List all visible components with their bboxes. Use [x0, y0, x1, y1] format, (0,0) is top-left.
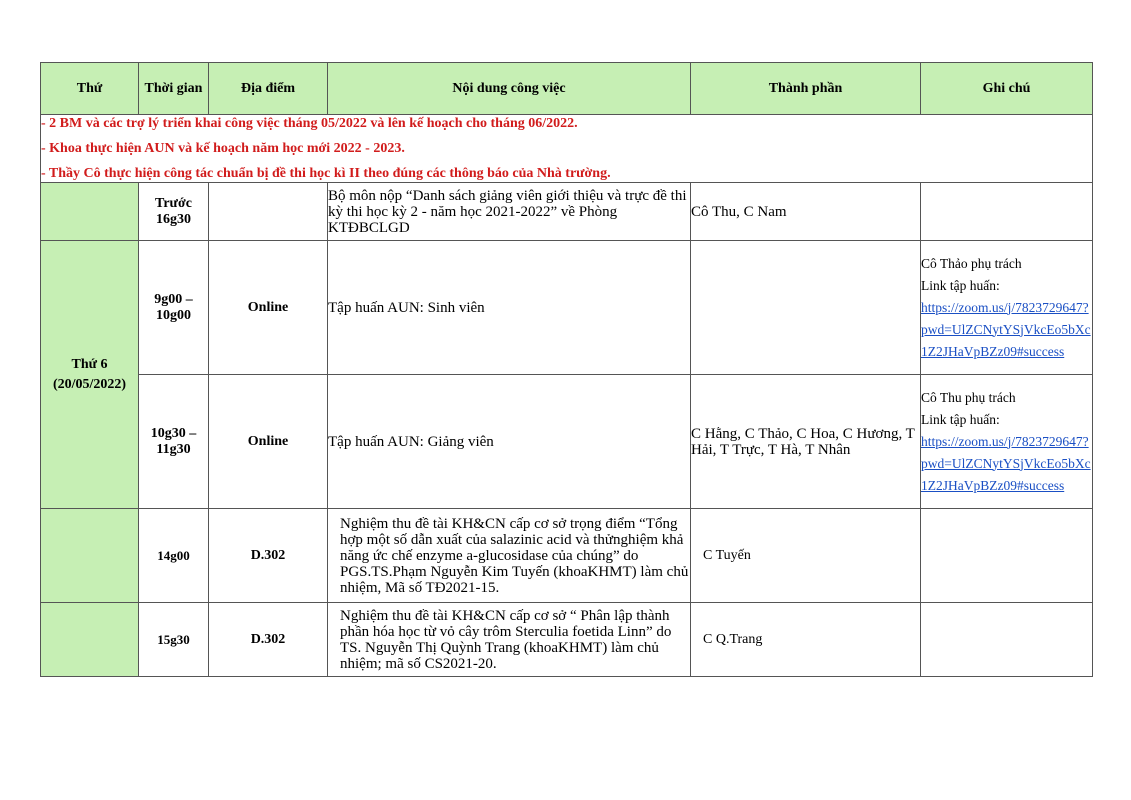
note-cell	[921, 375, 1093, 509]
notice-line: - Thầy Cô thực hiện công tác chuẩn bị đề thi học kì II theo đúng các thông báo của Nhà trường.	[41, 166, 611, 181]
table-row	[41, 375, 1093, 509]
note-label: Link tập huấn:	[921, 277, 1000, 293]
header-thanh-phan: Thành phần	[691, 63, 921, 115]
time-cell: 15g30	[139, 603, 209, 677]
content-cell: Nghiệm thu đề tài KH&CN cấp cơ sở “ Phân lập thành phần hóa học từ vỏ cây trôm Sterculia foetida Linn” do TS. Nguyễn Thị Quỳnh Trang (khoaKHMT) làm chủ nhiệm; mã số CS2021-20.	[328, 603, 691, 677]
header-thoi-gian: Thời gian	[139, 63, 209, 115]
members-cell: C Tuyến	[691, 509, 921, 603]
time-cell: 14g00	[139, 509, 209, 603]
table-row	[41, 509, 1093, 603]
header-thu: Thứ	[41, 63, 139, 115]
day-date: (20/05/2022)	[52, 376, 127, 392]
note-cell	[921, 509, 1093, 603]
location-cell	[209, 183, 328, 241]
table-row	[41, 183, 1093, 241]
day-name: Thứ 6	[71, 356, 108, 372]
schedule-table	[40, 62, 1093, 677]
zoom-link[interactable]: https://zoom.us/j/7823729647?pwd=UlZCNytYSjVkcEo5bXc1Z2JHaVpBZz09#success	[921, 433, 1091, 493]
day-cell-empty	[41, 183, 139, 241]
location-cell: Online	[209, 241, 328, 375]
note-lead: Cô Thu phụ trách	[921, 389, 1016, 405]
day-cell-empty	[41, 603, 139, 677]
day-cell	[41, 241, 139, 509]
table-row	[41, 241, 1093, 375]
location-cell: D.302	[209, 603, 328, 677]
members-cell: Cô Thu, C Nam	[691, 183, 921, 241]
content-cell: Tập huấn AUN: Sinh viên	[328, 241, 691, 375]
time-cell: 9g00 – 10g00	[139, 241, 209, 375]
header-dia-diem: Địa điểm	[209, 63, 328, 115]
time-cell: Trước 16g30	[139, 183, 209, 241]
notice-line: - 2 BM và các trợ lý triển khai công việc tháng 05/2022 và lên kế hoạch cho tháng 06/2022.	[41, 116, 578, 131]
header-noi-dung: Nội dung công việc	[328, 63, 691, 115]
members-cell	[691, 241, 921, 375]
notice-line: - Khoa thực hiện AUN và kế hoạch năm học mới 2022 - 2023.	[41, 141, 405, 156]
content-cell: Nghiệm thu đề tài KH&CN cấp cơ sở trọng điểm “Tổng hợp một số dẫn xuất của salazinic acid và thửnghiệm khả năng ức chế enzyme a-glucosidase của chúng” do PGS.TS.Phạm Nguyễn Kim Tuyến (khoaKHMT) làm chủ nhiệm, Mã số TĐ2021-15.	[328, 509, 691, 603]
zoom-link[interactable]: https://zoom.us/j/7823729647?pwd=UlZCNytYSjVkcEo5bXc1Z2JHaVpBZz09#success	[921, 299, 1091, 359]
content-cell: Bộ môn nộp “Danh sách giảng viên giới thiệu và trực đề thi kỳ thi học kỳ 2 - năm học 2021-2022” về Phòng KTĐBCLGD	[328, 183, 691, 241]
members-cell: C Hằng, C Thảo, C Hoa, C Hương, T Hải, T Trực, T Hà, T Nhân	[691, 375, 921, 509]
day-cell-empty	[41, 509, 139, 603]
location-cell: Online	[209, 375, 328, 509]
members-cell: C Q.Trang	[691, 603, 921, 677]
note-lead: Cô Thảo phụ trách	[921, 255, 1022, 271]
note-cell	[921, 183, 1093, 241]
notice-row	[41, 115, 1093, 183]
table-row	[41, 603, 1093, 677]
notice-block	[41, 115, 1093, 183]
note-cell	[921, 603, 1093, 677]
header-ghi-chu: Ghi chú	[921, 63, 1093, 115]
note-cell	[921, 241, 1093, 375]
location-cell: D.302	[209, 509, 328, 603]
content-cell: Tập huấn AUN: Giảng viên	[328, 375, 691, 509]
header-row	[41, 63, 1093, 115]
time-cell: 10g30 – 11g30	[139, 375, 209, 509]
note-label: Link tập huấn:	[921, 411, 1000, 427]
